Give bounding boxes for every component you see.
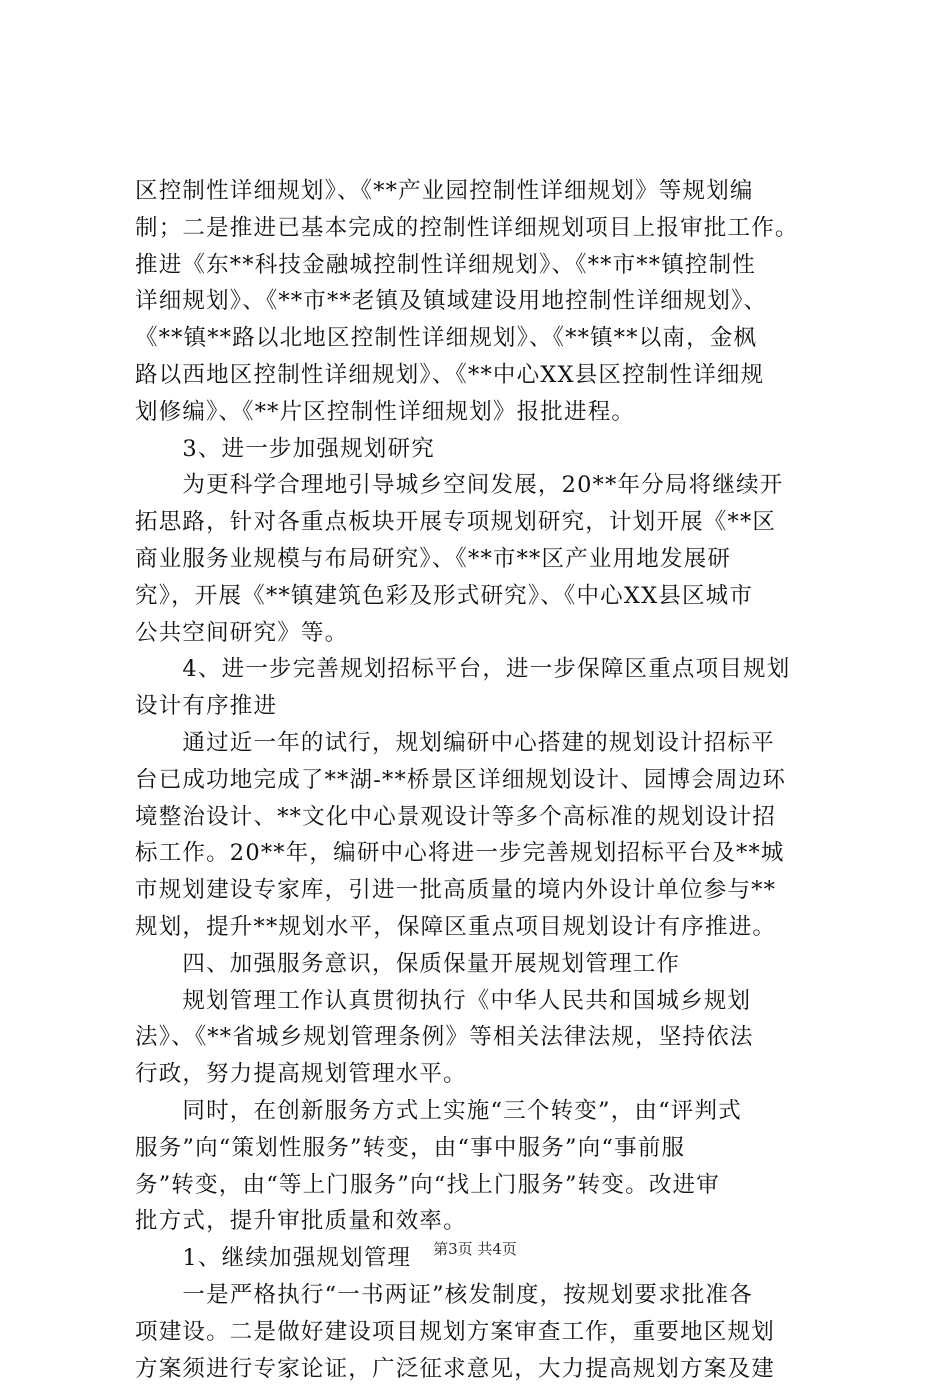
text-line: 行政，努力提高规划管理水平。 xyxy=(135,1056,825,1093)
text-line: 批方式，提升审批质量和效率。 xyxy=(135,1203,825,1240)
text-line: 4、进一步完善规划招标平台，进一步保障区重点项目规划 xyxy=(135,651,825,688)
text-line: 通过近一年的试行，规划编研中心搭建的规划设计招标平 xyxy=(135,725,825,762)
text-line: 推进《东**科技金融城控制性详细规划》、《**市**镇控制性 xyxy=(135,247,825,284)
text-line: 务”转变，由“等上门服务”向“找上门服务”转变。改进审 xyxy=(135,1167,825,1204)
page-footer: 第3页 共4页 xyxy=(0,1238,950,1259)
text-line: 规划，提升**规划水平，保障区重点项目规划设计有序推进。 xyxy=(135,909,825,946)
text-line: 设计有序推进 xyxy=(135,688,825,725)
text-line: 公共空间研究》等。 xyxy=(135,615,825,652)
text-line: 《**镇**路以北地区控制性详细规划》、《**镇**以南，金枫 xyxy=(135,320,825,357)
text-line: 同时，在创新服务方式上实施“三个转变”，由“评判式 xyxy=(135,1093,825,1130)
text-line: 制；二是推进已基本完成的控制性详细规划项目上报审批工作。 xyxy=(135,210,825,247)
text-line: 规划管理工作认真贯彻执行《中华人民共和国城乡规划 xyxy=(135,983,825,1020)
text-line: 3、进一步加强规划研究 xyxy=(135,431,825,468)
text-line: 路以西地区控制性详细规划》、《**中心XX县区控制性详细规 xyxy=(135,357,825,394)
text-line: 划修编》、《**片区控制性详细规划》报批进程。 xyxy=(135,394,825,431)
text-line: 台已成功地完成了**湖-**桥景区详细规划设计、园博会周边环 xyxy=(135,762,825,799)
text-line: 境整治设计、**文化中心景观设计等多个高标准的规划设计招 xyxy=(135,799,825,836)
text-line: 方案须进行专家论证，广泛征求意见，大力提高规划方案及建 xyxy=(135,1351,825,1387)
body-text xyxy=(135,173,825,1387)
text-line: 法》、《**省城乡规划管理条例》等相关法律法规，坚持依法 xyxy=(135,1019,825,1056)
text-line: 区控制性详细规划》、《**产业园控制性详细规划》等规划编 xyxy=(135,173,825,210)
text-line: 四、加强服务意识，保质保量开展规划管理工作 xyxy=(135,946,825,983)
text-line: 一是严格执行“一书两证”核发制度，按规划要求批准各 xyxy=(135,1277,825,1314)
text-line: 拓思路，针对各重点板块开展专项规划研究，计划开展《**区 xyxy=(135,504,825,541)
text-line: 为更科学合理地引导城乡空间发展，20**年分局将继续开 xyxy=(135,467,825,504)
text-line: 商业服务业规模与布局研究》、《**市**区产业用地发展研 xyxy=(135,541,825,578)
text-line: 项建设。二是做好建设项目规划方案审查工作，重要地区规划 xyxy=(135,1314,825,1351)
text-line: 1、继续加强规划管理 xyxy=(135,1240,825,1277)
text-line: 详细规划》、《**市**老镇及镇域建设用地控制性详细规划》、 xyxy=(135,283,825,320)
text-line: 标工作。20**年，编研中心将进一步完善规划招标平台及**城 xyxy=(135,835,825,872)
text-line: 市规划建设专家库，引进一批高质量的境内外设计单位参与** xyxy=(135,872,825,909)
text-line: 究》，开展《**镇建筑色彩及形式研究》、《中心XX县区城市 xyxy=(135,578,825,615)
text-line: 服务”向“策划性服务”转变，由“事中服务”向“事前服 xyxy=(135,1130,825,1167)
